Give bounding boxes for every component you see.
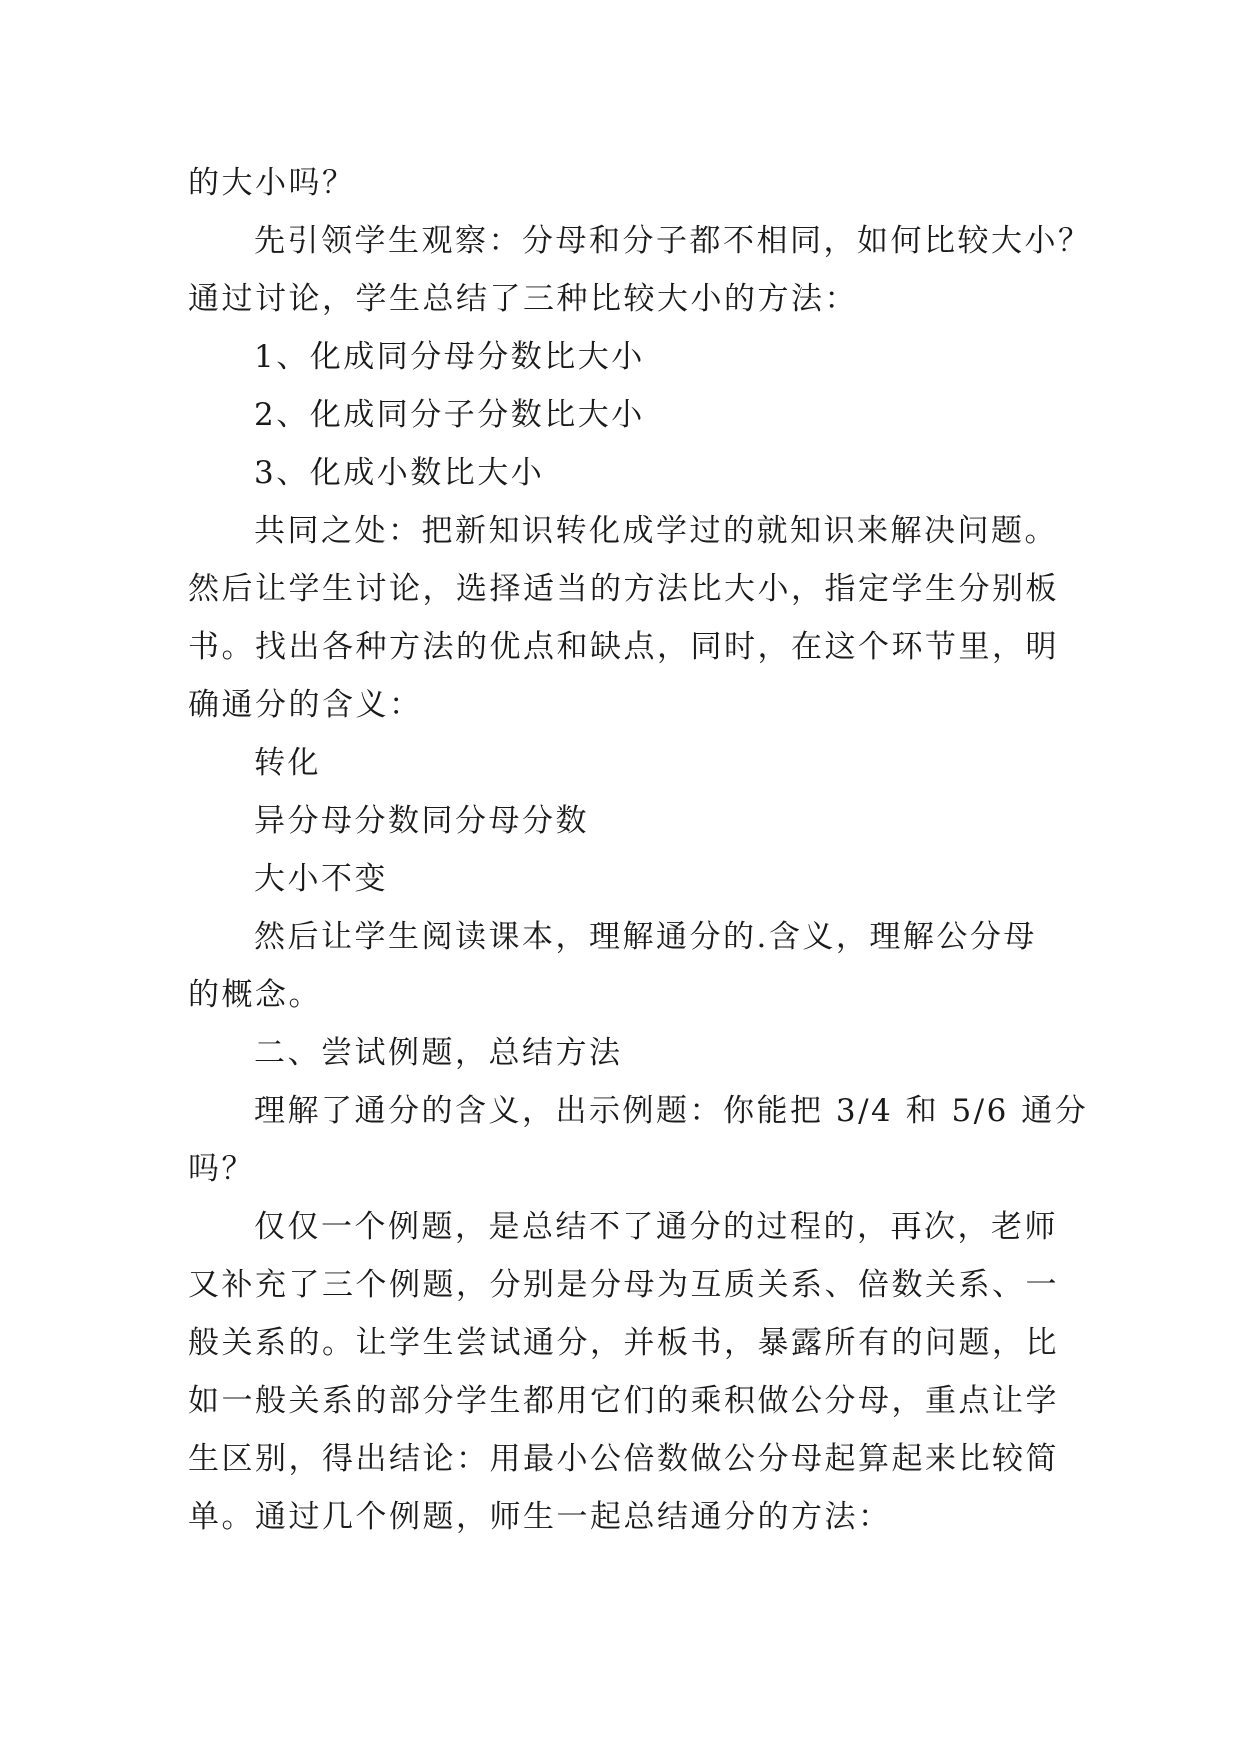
- text-line: 如一般关系的部分学生都用它们的乘积做公分母，重点让学: [188, 1383, 1059, 1419]
- text-line: 仅仅一个例题，是总结不了通分的过程的，再次，老师: [254, 1209, 1058, 1245]
- text-line: 单。通过几个例题，师生一起总结通分的方法：: [188, 1499, 892, 1535]
- text-line: 的概念。: [188, 977, 322, 1013]
- text-line: 通过讨论，学生总结了三种比较大小的方法：: [188, 281, 858, 317]
- diagram-label: 异分母分数同分母分数: [254, 803, 589, 839]
- text-line: 般关系的。让学生尝试通分，并板书，暴露所有的问题，比: [188, 1325, 1059, 1361]
- text-line: 吗？: [188, 1151, 255, 1187]
- text-line: 的大小吗？: [188, 165, 356, 201]
- diagram-label: 大小不变: [254, 861, 388, 897]
- list-item: 1、化成同分母分数比大小: [254, 339, 645, 375]
- diagram-label: 转化: [254, 745, 321, 781]
- section-heading: 二、尝试例题，总结方法: [254, 1035, 623, 1071]
- text-line: 然后让学生讨论，选择适当的方法比大小，指定学生分别板: [188, 571, 1059, 607]
- text-line: 理解了通分的含义，出示例题：你能把 3/4 和 5/6 通分: [254, 1093, 1089, 1129]
- text-line: 确通分的含义：: [188, 687, 423, 723]
- text-line: 共同之处：把新知识转化成学过的就知识来解决问题。: [254, 513, 1058, 549]
- text-line: 书。找出各种方法的优点和缺点，同时，在这个环节里，明: [188, 629, 1059, 665]
- text-line: 又补充了三个例题，分别是分母为互质关系、倍数关系、一: [188, 1267, 1059, 1303]
- text-line: 先引领学生观察：分母和分子都不相同，如何比较大小？: [254, 223, 1092, 259]
- text-line: 生区别，得出结论：用最小公倍数做公分母起算起来比较简: [188, 1441, 1059, 1477]
- list-item: 2、化成同分子分数比大小: [254, 397, 645, 433]
- text-line: 然后让学生阅读课本，理解通分的.含义，理解公分母: [254, 919, 1037, 955]
- list-item: 3、化成小数比大小: [254, 455, 545, 491]
